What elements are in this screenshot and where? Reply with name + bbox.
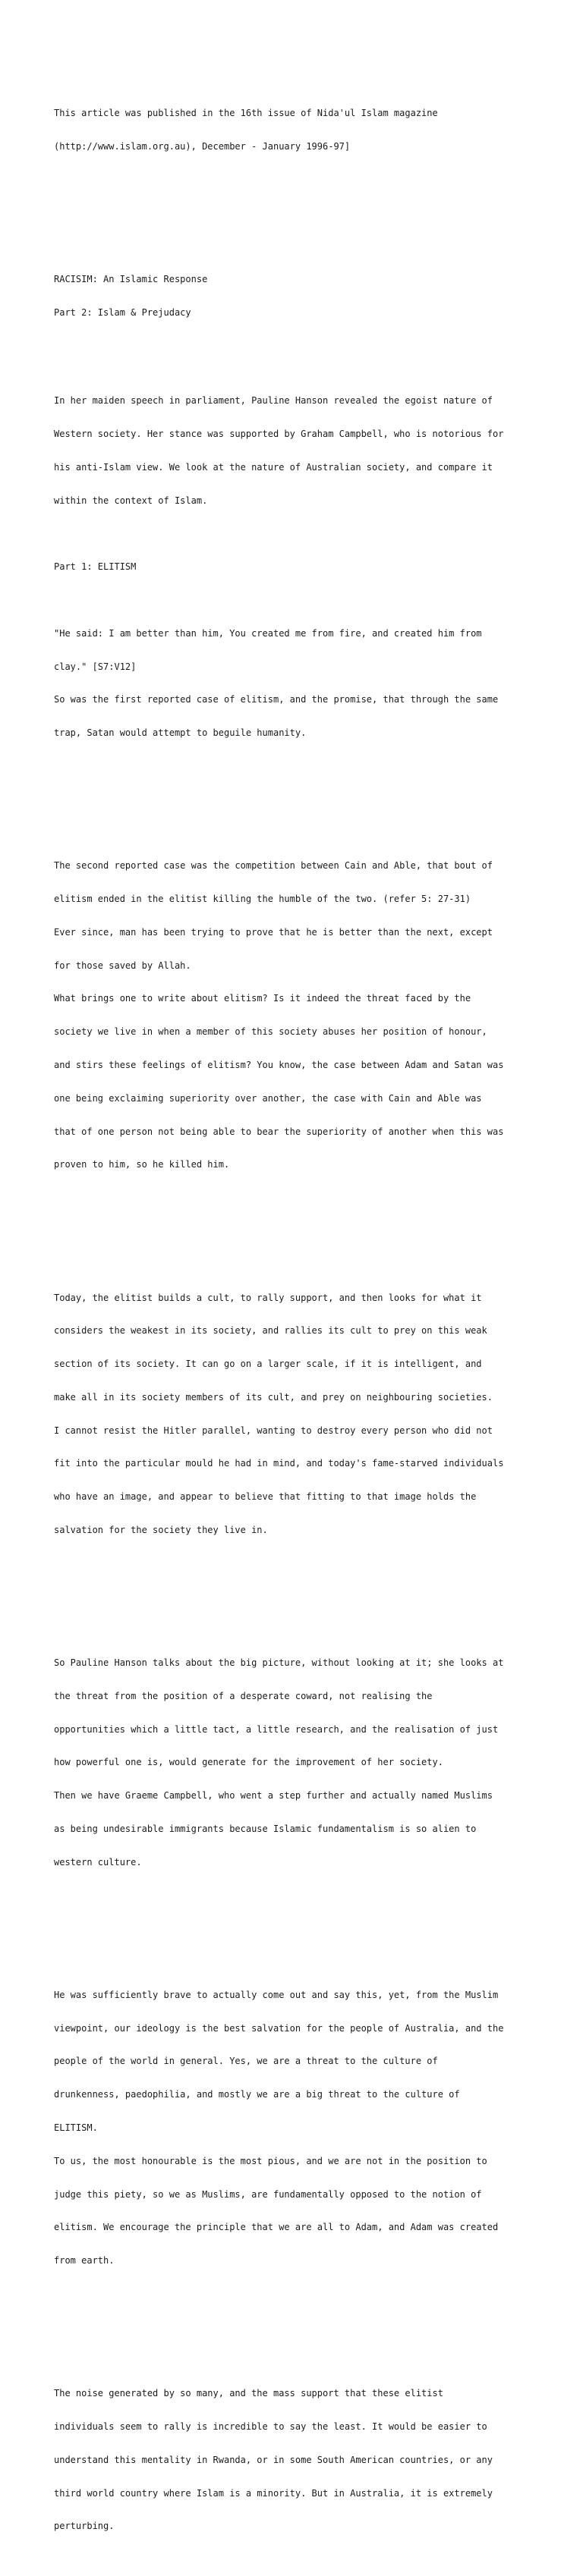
text-line: who have an image, and appear to believe that fitting to that image holds the <box>54 1491 477 1503</box>
text-line: perturbing. <box>54 2521 115 2532</box>
paragraph-gap <box>54 1591 570 1603</box>
article-title: RACISIM: An Islamic Response <box>54 273 208 284</box>
summary-paragraph <box>54 373 570 528</box>
text-line: western culture. <box>54 1856 142 1868</box>
text-line: how powerful one is, would generate for the improvement of her society. <box>54 1757 443 1768</box>
text-line: The noise generated by so many, and the mass support that these elitist <box>54 2388 443 2399</box>
body-paragraph <box>54 838 570 1192</box>
text-line: The second reported case was the competition between Cain and Able, that bout of <box>54 860 493 872</box>
text-line: for those saved by Allah. <box>54 960 191 971</box>
body-paragraph <box>54 2366 570 2554</box>
text-line: Today, the elitist builds a cult, to rally support, and then looks for what it <box>54 1292 482 1303</box>
text-line: judge this piety, so we as Muslims, are fundamentally opposed to the notion of <box>54 2188 482 2200</box>
text-line: proven to him, so he killed him. <box>54 1159 230 1170</box>
text-line: Ever since, man has been trying to prove that he is better than the next, except <box>54 926 493 938</box>
text-line: his anti-Islam view. We look at the nature of Australian society, and compare it <box>54 461 493 473</box>
article-heading <box>54 252 570 341</box>
text-line: salvation for the society they live in. <box>54 1524 268 1535</box>
text-line: Then we have Graeme Campbell, who went a step further and actually named Muslims <box>54 1790 493 1802</box>
body-paragraph <box>54 1270 570 1557</box>
text-line: Western society. Her stance was supported by Graham Campbell, who is notorious for <box>54 429 504 440</box>
text-line: He was sufficiently brave to actually come out and say this, yet, from the Muslim <box>54 1989 499 2000</box>
text-line: and stirs these feelings of elitism? You know, the case between Adam and Satan was <box>54 1060 504 1071</box>
paragraph-gap <box>54 1226 570 1237</box>
quote-paragraph <box>54 606 570 761</box>
text-line: society we live in when a member of this society abuses her position of honour, <box>54 1026 487 1038</box>
section-title: Part 1: ELITISM <box>54 561 137 573</box>
text-line: So Pauline Hanson talks about the big picture, without looking at it; she looks at <box>54 1657 504 1669</box>
text-line: fit into the particular mould he had in mind, and today's fame-starved individuals <box>54 1458 504 1469</box>
article-subtitle: Part 2: Islam & Prejudacy <box>54 306 191 318</box>
text-line: that of one person not being able to bear the superiority of another when this was <box>54 1126 504 1137</box>
text-line: individuals seem to rally is incredible to say the least. It would be easier to <box>54 2421 487 2433</box>
text-line: make all in its society members of its cult, and prey on neighbouring societies. <box>54 1391 493 1403</box>
body-paragraph <box>54 1635 570 1890</box>
document-page <box>54 52 570 2576</box>
text-line: as being undesirable immigrants because Islamic fundamentalism is so alien to <box>54 1824 477 1834</box>
text-line: the threat from the position of a desperate coward, not realising the <box>54 1690 433 1701</box>
text-line: elitism. We encourage the principle that we are all to Adam, and Adam was created <box>54 2222 499 2233</box>
text-line: within the context of Islam. <box>54 495 208 506</box>
text-line: opportunities which a little tact, a little research, and the realisation of just <box>54 1723 499 1735</box>
text-line: from earth. <box>54 2255 115 2267</box>
intro-paragraph <box>54 86 570 174</box>
paragraph-gap <box>54 794 570 806</box>
text-line: (http://www.islam.org.au), December - January 1996-97] <box>54 140 351 152</box>
text-line: "He said: I am better than him, You created me from fire, and created him from <box>54 627 482 639</box>
text-line: clay." [S7:V12] <box>54 661 137 672</box>
text-line: ELITISM. <box>54 2122 98 2134</box>
text-line: understand this mentality in Rwanda, or in some South American countries, or any <box>54 2454 493 2465</box>
text-line: drunkenness, paedophilia, and mostly we are a big threat to the culture of <box>54 2089 460 2100</box>
text-line: So was the first reported case of elitism, and the promise, that through the same <box>54 694 499 705</box>
text-line: What brings one to write about elitism? Is it indeed the threat faced by the <box>54 993 471 1004</box>
body-paragraph <box>54 1968 570 2289</box>
paragraph-gap <box>54 207 570 218</box>
text-line: I cannot resist the Hitler parallel, wanting to destroy every person who did not <box>54 1425 493 1436</box>
text-line: considers the weakest in its society, and rallies its cult to prey on this weak <box>54 1325 487 1337</box>
text-line: third world country where Islam is a minority. But in Australia, it is extremely <box>54 2487 493 2499</box>
text-line: one being exclaiming superiority over another, the case with Cain and Able was <box>54 1092 482 1104</box>
text-line: trap, Satan would attempt to beguile humanity. <box>54 727 307 739</box>
text-line: In her maiden speech in parliament, Pauline Hanson revealed the egoist nature of <box>54 395 493 407</box>
paragraph-gap <box>54 2322 570 2333</box>
text-line: viewpoint, our ideology is the best salvation for the people of Australia, and the <box>54 2022 504 2034</box>
text-line: elitism ended in the elitist killing the humble of the two. (refer 5: 27-31) <box>54 894 471 905</box>
text-line: people of the world in general. Yes, we are a threat to the culture of <box>54 2056 438 2067</box>
text-line: This article was published in the 16th issue of Nida'ul Islam magazine <box>54 107 438 118</box>
text-line: To us, the most honourable is the most pious, and we are not in the position to <box>54 2155 487 2166</box>
paragraph-gap <box>54 1923 570 1934</box>
text-line: section of its society. It can go on a larger scale, if it is intelligent, and <box>54 1359 482 1370</box>
